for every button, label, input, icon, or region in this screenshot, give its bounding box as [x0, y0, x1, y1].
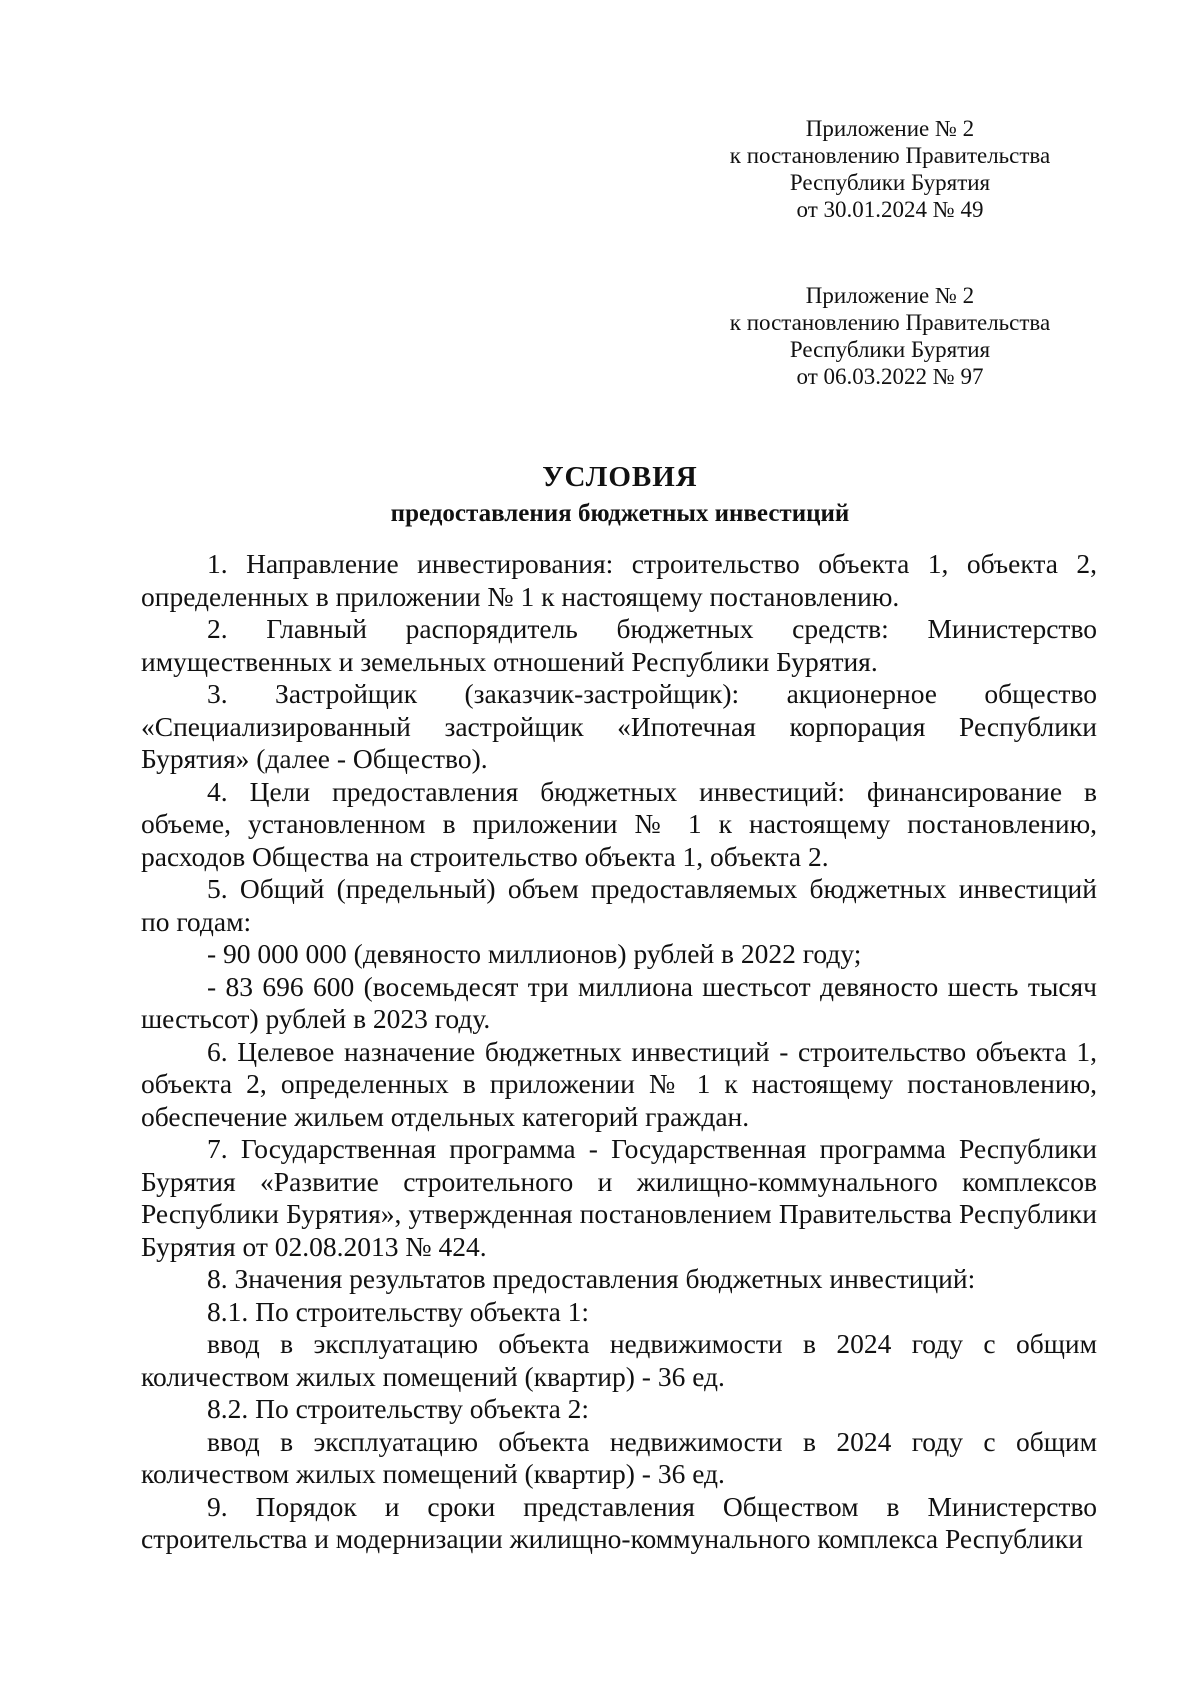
title-main: УСЛОВИЯ — [542, 461, 698, 493]
paragraph-1: 1. Направление инвестирования: строительство объекта 1, объекта 2, определенных в приложении № 1 к настоящему постановлению. — [141, 548, 1097, 612]
paragraph-2: 2. Главный распорядитель бюджетных средств: Министерство имущественных и земельных отношений Республики Бурятия. — [141, 613, 1097, 677]
paragraph-5-item-1: - 90 000 000 (девяносто миллионов) рублей в 2022 году; — [207, 938, 862, 969]
appendix-line: от 30.01.2024 № 49 — [796, 197, 984, 222]
paragraph-8: 8. Значения результатов предоставления бюджетных инвестиций: — [207, 1263, 976, 1294]
paragraph-5: 5. Общий (предельный) объем предоставляемых бюджетных инвестиций по годам: — [141, 873, 1097, 937]
appendix-line: Приложение № 2 — [805, 283, 975, 308]
paragraph-8-1-text: ввод в эксплуатацию объекта недвижимости в 2024 году с общим количеством жилых помещений (квартир) - 36 ед. — [141, 1328, 1097, 1392]
document-title — [0, 460, 1200, 532]
appendix-line: Республики Бурятия — [789, 170, 991, 195]
paragraph-4: 4. Цели предоставления бюджетных инвестиций: финансирование в объеме, установленном в приложении № 1 к настоящему постановлению, расходов Общества на строительство объекта 1, объекта 2. — [141, 775, 1097, 872]
paragraph-8-1: 8.1. По строительству объекта 1: — [207, 1295, 590, 1327]
paragraph-9: 9. Порядок и сроки представления Обществом в Министерство строительства и модернизации жилищно-коммунального комплекса Республики — [141, 1490, 1097, 1554]
appendix-line: Республики Бурятия — [789, 337, 991, 362]
document-body — [141, 548, 1097, 1556]
appendix-line: от 06.03.2022 № 97 — [796, 364, 984, 389]
paragraph-8-2-text: ввод в эксплуатацию объекта недвижимости в 2024 году с общим количеством жилых помещений (квартир) - 36 ед. — [141, 1425, 1097, 1489]
paragraph-8-2: 8.2. По строительству объекта 2: — [207, 1393, 590, 1424]
appendix-header-previous — [700, 282, 1080, 390]
title-subtitle: предоставления бюджетных инвестиций — [390, 500, 850, 527]
appendix-line: Приложение № 2 — [805, 116, 975, 141]
paragraph-6: 6. Целевое назначение бюджетных инвестиций - строительство объекта 1, объекта 2, определенных в приложении № 1 к настоящему постановлению, обеспечение жильем отдельных категорий граждан. — [141, 1035, 1097, 1132]
appendix-line: к постановлению Правительства — [729, 143, 1051, 168]
paragraph-3: 3. Застройщик (заказчик-застройщик): акционерное общество «Специализированный застройщик «Ипотечная корпорация Республики Бурятия» (далее - Общество). — [141, 678, 1097, 774]
appendix-line: к постановлению Правительства — [729, 310, 1051, 335]
paragraph-5-item-2: - 83 696 600 (восемьдесят три миллиона шестьсот девяносто шесть тысяч шестьсот) рублей в 2023 году. — [141, 970, 1097, 1034]
paragraph-7: 7. Государственная программа - Государственная программа Республики Бурятия «Развитие строительного и жилищно-коммунального комплексов Республики Бурятия», утвержденная постановлением Правительства Республики Бурятия от 02.08.2013 № 424. — [141, 1133, 1097, 1262]
appendix-header-current — [700, 115, 1080, 223]
